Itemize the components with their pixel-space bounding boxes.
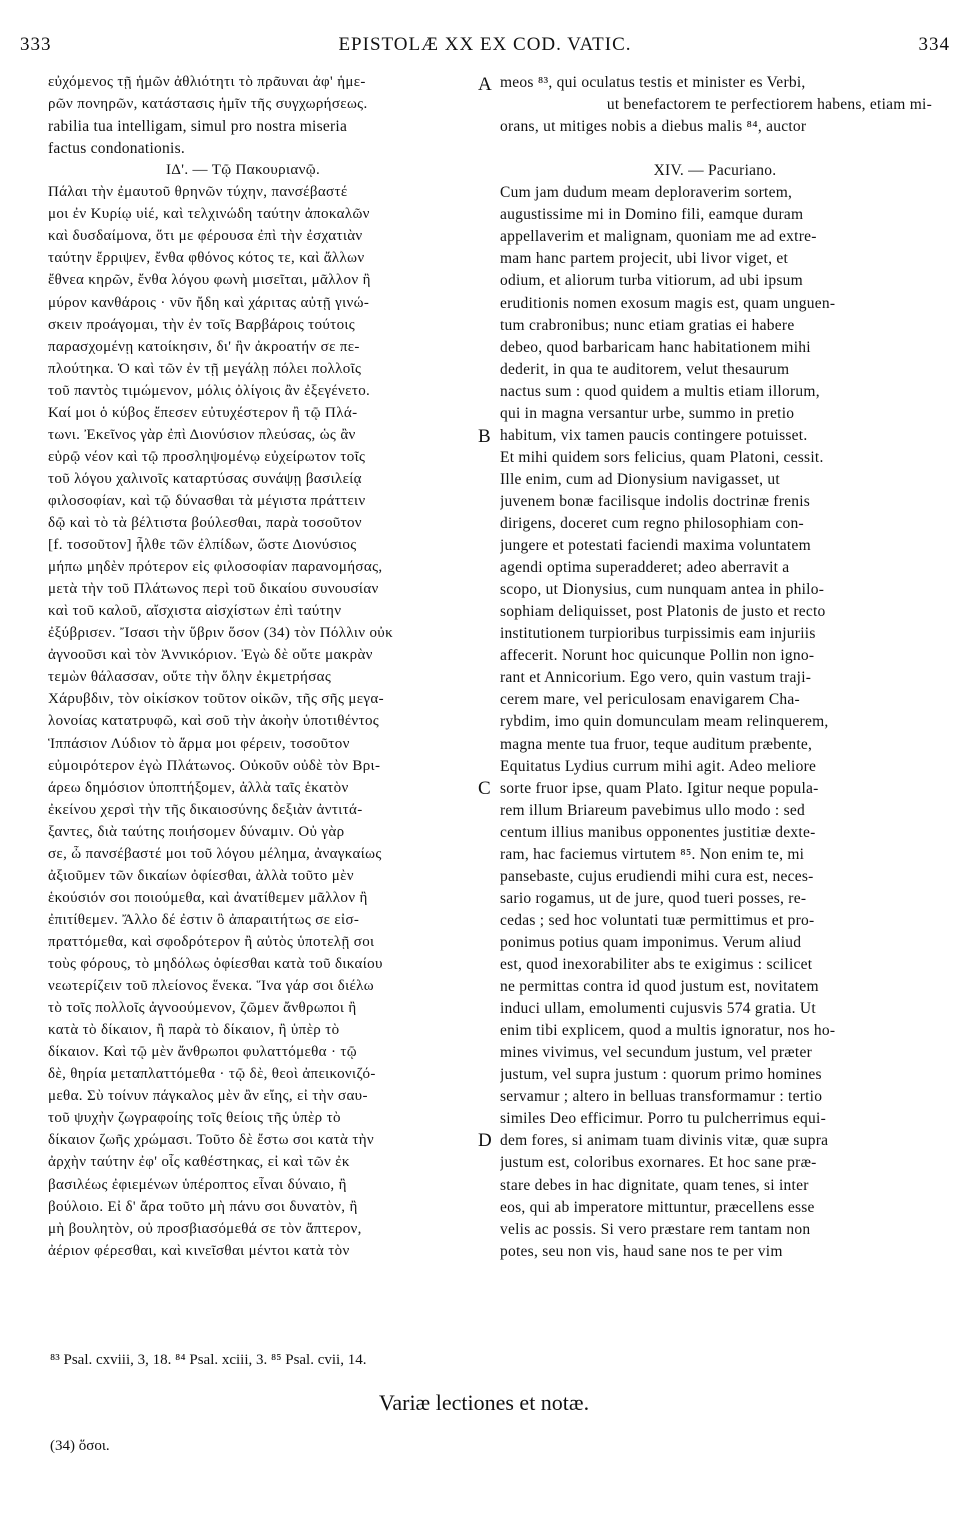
right-column-line: cerem mare, vel periculosam enavigarem Cha- bbox=[500, 691, 800, 709]
right-column-line: juvenem bonæ facilisque indolis doctrinæ frenis bbox=[500, 492, 811, 510]
left-column-line: [f. τοσοῦτον] ἦλθε τῶν ἐλπίδων, ὥστε Διονύσιος bbox=[48, 537, 357, 554]
left-column-line: τοῦ λόγου χαλινοῖς καταρτύσας συνάψῃ βασιλείᾳ bbox=[48, 470, 362, 487]
left-column-line: βούλοιο. Εἰ δ' ἄρα τοῦτο μὴ πάνυ σοι δυνατὸν, ἢ bbox=[48, 1198, 358, 1215]
right-column-line: centum illius manibus opponentes justitiæ dexte- bbox=[500, 823, 816, 841]
right-column-line: potes, seu non vis, haud sane nos te per vim bbox=[500, 1242, 783, 1260]
left-column-line: μετὰ τὴν τοῦ Πλάτωνος περὶ τοῦ δικαίου συνουσίαν bbox=[48, 581, 379, 598]
right-column-line: justum est, coloribus exornares. Et hoc sane præ- bbox=[500, 1154, 817, 1172]
right-column-line: rem illum Briareum pavebimus ullo modo : sed bbox=[500, 801, 806, 819]
right-column-line: meos ⁸³, qui oculatus testis et minister es Verbi, bbox=[500, 74, 806, 91]
left-column-line: εὑρῷ νέον καὶ τῷ προσληψομένῳ εὐχείρωτον τοῖς bbox=[48, 448, 366, 465]
right-column-line: tum crabronibus; nunc etiam gratias ei habere bbox=[500, 316, 795, 334]
left-column-line: ἑκούσιόν σοι ποιούμεθα, καὶ ἀνατίθεμεν μᾶλλον ἢ bbox=[48, 889, 368, 906]
right-column-line: nactus sum : quod quidem a multis etiam illorum, bbox=[500, 382, 820, 400]
left-column-line: ρῶν πονηρῶν, κατάστασις ἡμῖν τῆς συγχωρήσεως. bbox=[48, 96, 368, 113]
right-column-line: Cum jam dudum meam deploraverim sortem, bbox=[500, 184, 793, 202]
variae-lectiones-heading: Variæ lectiones et notæ. bbox=[378, 1390, 590, 1415]
right-column-line: jungere et potestati faciendi maxima voluntatem bbox=[500, 537, 811, 555]
left-column-line: ξαντες, διὰ ταύτης ποιήσομεν δύναμιν. Οὐ γὰρ bbox=[48, 823, 345, 840]
right-column-line: stare debes in hac dignitate, quam tenes, si inter bbox=[500, 1176, 809, 1194]
right-column-line: cedas ; sed hoc voluntati tuæ permittimus et pro- bbox=[500, 911, 815, 929]
footnote: ⁸³ Psal. cxviii, 3, 18. ⁸⁴ Psal. xciii, 3. ⁸⁵ Psal. cvii, 14. bbox=[50, 1352, 367, 1368]
right-column-line: justum, vel supra justum : quorum primo homines bbox=[500, 1066, 822, 1084]
left-column-line: ἀξιοῦμεν τῶν δικαίων ὀφίεσθαι, ἀλλὰ τοῦτο μὲν bbox=[48, 867, 354, 884]
right-column-line: sorte fruor ipse, quam Plato. Igitur neque popula- bbox=[500, 779, 819, 797]
right-column-line: ram, hac faciemus virtutem ⁸⁵. Non enim te, mi bbox=[500, 845, 805, 863]
right-column-line: Et mihi quidem sors felicius, quam Platoni, cessit. bbox=[500, 448, 824, 466]
margin-marker-c: C bbox=[478, 778, 491, 799]
right-column-line: appellaverim et malignam, quoniam me ad extre- bbox=[500, 228, 817, 246]
left-column-line: πραττόμεθα, καὶ σφοδρότερον ἢ αὐτὸς ὑποτελῇ σοι bbox=[48, 933, 375, 950]
right-column-line: pansebaste, cujus erudiendi mihi cura est, neces- bbox=[500, 867, 814, 885]
right-column-line: similes Deo efficimur. Porro tu pulcherrimus equi- bbox=[500, 1110, 827, 1128]
left-column-line: ἀρχὴν ταύτην ἐφ' οἷς καθέστηκας, εἰ καὶ τῶν ἐκ bbox=[48, 1154, 350, 1171]
right-column-line: enim tibi explicem, quod a multis ignoratur, nos ho- bbox=[500, 1022, 836, 1040]
left-column-line: φιλοσοφίαν, καὶ τῷ δύνασθαι τὰ μέγιστα πράττειν bbox=[48, 492, 366, 509]
margin-marker-a: A bbox=[478, 74, 492, 95]
left-column-line: τοῦ παντὸς τιμώμενον, μόλις ὀλίγοις ἂν ἐξεγένετο. bbox=[48, 382, 371, 399]
right-column-line: rybdim, imo quin domunculam meam relinquerem, bbox=[500, 713, 829, 731]
left-column-line: σκειν προάγομαι, τὴν ἐν τοῖς Βαρβάροις τούτοις bbox=[48, 316, 356, 333]
left-column-line: μύρον κανθάροις · νῦν ἤδη καὶ χάριτας αὐτῇ γινώ- bbox=[48, 294, 370, 311]
right-column-line: agendi optima superadderet; adeo aberravit a bbox=[500, 559, 790, 577]
left-column-line: εὐχόμενος τῇ ἡμῶν ἀθλιότητι τὸ πρᾶυναι ἀφ' ἡμε- bbox=[48, 74, 366, 90]
left-column-line: ἔθνεα κηρῶν, ἔνθα λόγου φωνὴ μισεῖται, μᾶλλον ἢ bbox=[48, 272, 371, 289]
left-column-line: factus condonationis. bbox=[48, 140, 185, 158]
right-column-line: XIV. — Pacuriano. bbox=[653, 162, 777, 180]
right-column-line: augustissime mi in Domino fili, eamque duram bbox=[500, 206, 804, 224]
right-column-line: odium, et aliorum turba vitiorum, ad ubi ipsum bbox=[500, 272, 803, 290]
left-column-line: καὶ δυσδαίμονα, ὅτι με φέρουσα ἐπὶ τὴν ἐσχατιὰν bbox=[48, 228, 363, 245]
right-column-line: rant et Annicorium. Ego vero, quin vastum traji- bbox=[500, 669, 812, 687]
right-column-line: ponimus potius quam imponimus. Verum aliud bbox=[500, 933, 802, 951]
left-column-line: τοὺς φόρους, τὸ μηδόλως ὀφίεσθαι κατὰ τοῦ δικαίου bbox=[48, 956, 383, 972]
left-column-line: δῷ καὶ τὸ τὰ βέλτιστα βούλεσθαι, παρὰ τοσοῦτον bbox=[48, 515, 362, 531]
left-column-line: ΙΔ'. — Τῷ Πακουριανῷ. bbox=[165, 162, 321, 179]
right-column-line: qui in magna versantur urbe, summo in pretio bbox=[500, 404, 795, 422]
left-column-line: ἐκείνου χερσὶ τὴν τῆς δικαιοσύνης δεξιὰν ἀντιτά- bbox=[48, 801, 363, 818]
right-column-line: ut benefactorem te perfectiorem habens, etiam mi- bbox=[606, 96, 932, 114]
left-column-line: ἐπιτίθεμεν. Ἄλλο δέ ἐστιν ὃ ἀπαραιτήτως σε εἰσ- bbox=[48, 911, 360, 928]
left-column-line: ταύτην ἔρριψεν, ἔνθα φθόνος κότος τε, καὶ ἄλλων bbox=[48, 250, 365, 267]
left-column-line: rabilia tua intelligam, simul pro nostra miseria bbox=[48, 118, 348, 136]
left-column-line: πλούτηκα. Ὁ καὶ τῶν ἐν τῇ μεγάλῃ πόλει πολλοῖς bbox=[48, 360, 362, 377]
left-column-line: μεθα. Σὺ τοίνυν πάγκαλος μὲν ἂν εἴης, εἰ τὴν σαυ- bbox=[48, 1088, 368, 1105]
left-column-line: μήπω μηδὲν πρότερον εἰς φιλοσοφίαν παρανομήσας, bbox=[48, 559, 383, 576]
variae-lectiones-note: (34) ὅσοι. bbox=[50, 1438, 110, 1454]
left-column-line: δίκαιον ζωῆς χρώμασι. Τοῦτο δὲ ἔστω σοι κατὰ τὴν bbox=[48, 1132, 375, 1149]
right-column-line: scopo, ut Dionysius, cum nunquam antea in philo- bbox=[500, 581, 825, 599]
left-column-line: κατὰ τὸ δίκαιον, ἢ παρὰ τὸ δίκαιον, ἢ ὑπὲρ τὸ bbox=[48, 1022, 340, 1039]
left-column-line: Πάλαι τὴν ἐμαυτοῦ θρηνῶν τύχην, πανσέβαστέ bbox=[48, 184, 348, 201]
left-column-line: νεωτερίζειν τοῦ πλείονος ἕνεκα. Ἵνα γάρ σοι διέλω bbox=[48, 978, 374, 995]
left-column-line: καὶ τοῦ καλοῦ, αἴσχιστα αἰσχίστων ἐπὶ ταύτην bbox=[48, 603, 342, 620]
page-number-left: 333 bbox=[20, 34, 52, 55]
left-column-line: ἀέριον φέρεσθαι, καὶ κινεῖσθαι μέντοι κατὰ τὸν bbox=[48, 1242, 350, 1259]
left-column-line: ἐξύβρισεν. Ἴσασι τὴν ὕβριν ὅσον (34) τὸν Πόλλιν οὐκ bbox=[48, 625, 393, 642]
running-title: EPISTOLÆ XX EX COD. VATIC. bbox=[338, 34, 632, 55]
right-column-line: ne permittas contra id quod justum est, novitatem bbox=[500, 978, 819, 996]
right-column-line: velis ac possis. Si vero præstare rem tantam non bbox=[500, 1220, 811, 1238]
left-column-line: παρασχομένῃ κατοίκησιν, δι' ἣν ἀκροατήν σε πε- bbox=[48, 338, 360, 355]
right-column-line: servamur ; altero in belluas transformamur : tertio bbox=[500, 1088, 823, 1106]
left-column-line: ἀγνοοῦσι καὶ τὸν Ἀννικόριον. Ἐγὼ δὲ οὔτε μακρὰν bbox=[48, 647, 373, 664]
left-column-line: Χάρυβδιν, τὸν οἰκίσκον τοῦτον οἰκῶν, τῆς σῆς μεγα- bbox=[48, 691, 384, 708]
left-column-line: τωνι. Ἐκεῖνος γὰρ ἐπὶ Διονύσιον πλεύσας, ὡς ἂν bbox=[48, 426, 356, 443]
left-column-line: βασιλέως ἐφιεμένων ὑπέροπτος εἶναι δύναιο, ἢ bbox=[48, 1176, 347, 1193]
margin-marker-d: D bbox=[478, 1130, 492, 1151]
left-column-line: μὴ βουλητὸν, οὐ προσβιασόμεθά σε τὸν ἄπτερον, bbox=[48, 1220, 362, 1237]
right-column-line: est, quod inexorabiliter abs te exigimus : scilicet bbox=[500, 956, 813, 973]
left-column-line: τεμὼν θάλασσαν, οὔτε τὴν ὅλην ἐκμετρήσας bbox=[48, 669, 332, 686]
left-column-line: Ἱππάσιον Λύδιον τὸ ἅρμα μοι φέρειν, τοσοῦτον bbox=[48, 735, 350, 752]
right-column-line: eruditionis nomen exosum magis est, quam unguen- bbox=[500, 294, 836, 312]
left-column-line: σε, ὦ πανσέβαστέ μοι τοῦ λόγου μέλημα, ἀναγκαίως bbox=[48, 845, 382, 862]
right-column-line: debeo, quod barbaricam hanc habitationem mihi bbox=[500, 338, 811, 356]
left-column-line: εὐμοιρότερον ἐγὼ Πλάτωνος. Οὐκοῦν οὐδὲ τὸν Βρι- bbox=[48, 757, 381, 774]
left-column-line: δίκαιον. Καὶ τῷ μὲν ἄνθρωποι φυλαττόμεθα · τῷ bbox=[48, 1044, 357, 1061]
right-column-line: Ille enim, cum ad Dionysium navigasset, ut bbox=[500, 470, 780, 488]
right-column-line: sophiam deliquisset, post Platonis de justo et recto bbox=[500, 603, 826, 621]
right-column-line: institutionem turpioribus turpissimis eam injuriis bbox=[500, 625, 816, 643]
right-column-line: orans, ut mitiges nobis a diebus malis ⁸⁴, auctor bbox=[500, 118, 807, 136]
right-column-line: eos, qui ab imperatore mittuntur, præcellens esse bbox=[500, 1198, 815, 1216]
right-column-line: dem fores, si animam tuam divinis vitæ, quæ supra bbox=[500, 1132, 829, 1150]
left-column-line: λονοίας κατατρυφῶ, καὶ σοῦ τὴν ἀκοὴν ὑποτιθέντος bbox=[48, 713, 380, 730]
right-column-line: Equitatus Lydius currum mihi agit. Adeo meliore bbox=[500, 757, 817, 775]
right-column-line: dederit, in qua te auditorem, velut thesaurum bbox=[500, 360, 790, 378]
right-column-line: sario rogamus, ut de jure, quod tueri posses, re- bbox=[500, 889, 807, 907]
right-column-line: mines vivimus, vel secundum justum, vel præter bbox=[500, 1044, 812, 1062]
left-column-line: τοῦ ψυχὴν ζωγραφοίης τοῖς θείοις τῆς ὑπὲρ τὸ bbox=[48, 1110, 341, 1127]
left-column-line: άρεω δημόσιον ὑποπτήξομεν, ἀλλὰ ταῖς ἑκατὸν bbox=[48, 779, 349, 796]
right-column-line: magna mente tua fruor, teque auditum præbente, bbox=[500, 735, 813, 753]
right-column-line: dirigens, doceret cum regno philosophiam con- bbox=[500, 515, 804, 532]
right-column-line: mam hanc partem projecit, ubi livor viget, et bbox=[500, 250, 789, 268]
margin-marker-b: B bbox=[478, 426, 491, 447]
right-column-line: affecerit. Norunt hoc quicunque Pollin non igno- bbox=[500, 647, 815, 665]
left-column-line: δὲ, θηρία μεταπλαττόμεθα · τῷ δὲ, θεοὶ ἀπεικονιζό- bbox=[48, 1066, 376, 1083]
left-column-line: μοι ἐν Κυρίῳ υἱέ, καὶ τελχινώδη ταύτην ἀποκαλῶν bbox=[48, 206, 370, 223]
left-column-line: Καί μοι ὁ κύβος ἔπεσεν εὐτυχέστερον ἢ τῷ Πλά- bbox=[48, 404, 358, 421]
right-column-line: habitum, vix tamen paucis contingere potuisset. bbox=[500, 426, 808, 444]
page-number-right: 334 bbox=[918, 34, 950, 55]
left-column-line: τὸ τοῖς πολλοῖς ἀγνοούμενον, ζῶμεν ἄνθρωποι ἢ bbox=[48, 1000, 357, 1017]
right-column-line: induci ullam, emolumenti cujusvis 574 gratia. Ut bbox=[500, 1000, 816, 1018]
